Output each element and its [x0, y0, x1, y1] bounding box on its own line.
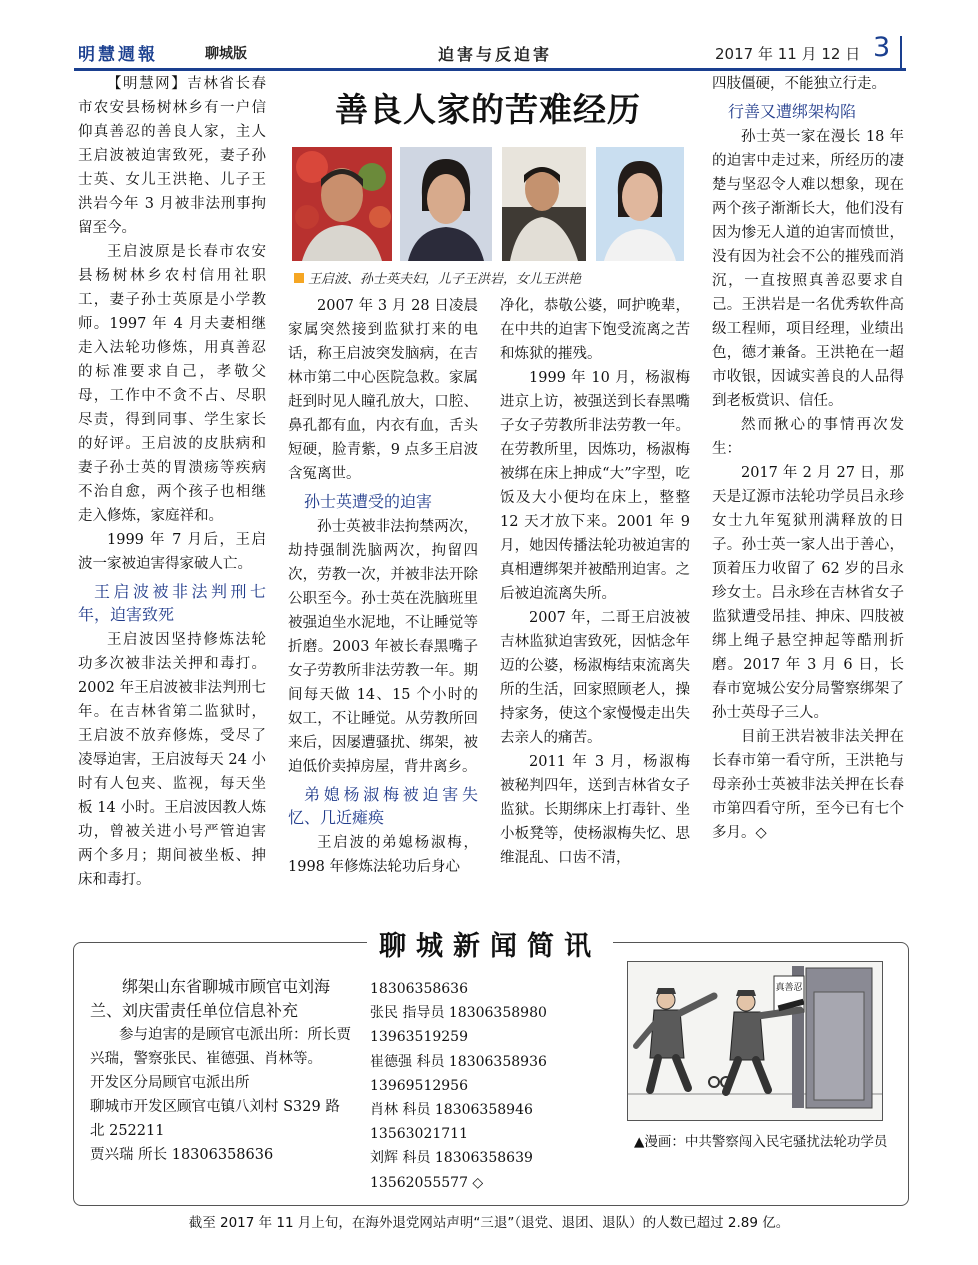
contact-line: 13562055577 ◇: [370, 1174, 484, 1191]
paragraph: 2007 年 3 月 28 日凌晨家属突然接到监狱打来的电话，称王启波突发脑病，在吉林市第二中心医院急救。家属赶到时见人瞳孔放大，口腔、鼻孔都有血，内衣有血，舌头短硬，脸青紫，9 点多王启波含冤离世。: [288, 298, 478, 482]
edition-label: 聊城版: [205, 46, 247, 62]
contact-line: 13969512956: [370, 1077, 468, 1094]
photo-wang-qibo: [292, 147, 392, 261]
paragraph: 然而揪心的事情再次发生：: [712, 417, 904, 457]
contact-line: 18306358636: [370, 981, 468, 997]
page-number: 3: [873, 32, 891, 63]
footer-note: 截至 2017 年 11 月上旬，在海外退党网站声明“三退”（退党、退团、退队）的人数已超过 2.89 亿。: [188, 1215, 790, 1231]
photo-wang-hongyan-son: [502, 147, 586, 261]
paragraph: 2007 年，二哥王启波被吉林监狱迫害致死，因惦念年迈的公婆，杨淑梅结束流离失所的生活，回家照顾老人，操持家务，使这个家慢慢走出失去亲人的痛苦。: [500, 610, 690, 746]
contact-line: 肖林 科员 18306358946: [370, 1102, 533, 1119]
caption-marker: [294, 273, 304, 283]
article-column-4: [712, 72, 904, 845]
article-column-3: [500, 294, 690, 870]
news-contact-list: [370, 977, 610, 1195]
news-line: 聊城市开发区顾官屯镇八刘村 S329 路北 252211: [90, 1099, 340, 1139]
article-column-1: [78, 72, 266, 892]
contact-line: 13563021711: [370, 1126, 468, 1143]
paragraph: 目前王洪岩被非法关押在长春市第一看守所，王洪艳与母亲孙士英被非法关押在长春市第四看守所，至今已有七个多月。◇: [712, 729, 904, 841]
subheading: 王启波被非法判刑七年，迫害致死: [78, 582, 266, 624]
photo-wang-hongyan-daughter: [596, 147, 684, 261]
news-brief-title-text: 聊城新闻简讯: [367, 931, 613, 962]
news-intro: 参与迫害的是顾官屯派出所：所长贾兴瑞，警察张民、崔德强、肖林等。: [90, 1027, 351, 1067]
news-brief-title: [73, 924, 907, 963]
photo-caption: [294, 268, 581, 287]
section-title: 迫害与反迫害: [438, 45, 553, 64]
news-headline: 绑架山东省聊城市顾官屯刘海兰、刘庆雷责任单位信息补充: [90, 977, 331, 1020]
news-line: 开发区分局顾官屯派出所: [90, 1075, 250, 1091]
news-left-column: [90, 975, 352, 1167]
paragraph: 王启波原是长春市农安县杨树林乡农村信用社职工，妻子孙士英原是小学教师。1997 年 4 月夫妻相继走入法轮功修炼，用真善忍的标准要求自己，孝敬父母，工作中不贪不占、尽职尽责，得到同事、学生家长的好评。王启波的皮肤病和妻子孙士英的胃溃疡等疾病不治自愈，两个孩子也相继走入修炼，家庭祥和。: [78, 244, 266, 524]
caption-text: 王启波、孙士英夫妇，儿子王洪岩，女儿王洪艳: [308, 272, 582, 287]
paragraph: 2017 年 2 月 27 日，那天是辽源市法轮功学员吕永珍女士九年冤狱刑满释放的日子。孙士英一家人出于善心，顶着压力收留了 62 岁的吕永珍女士。吕永珍在吉林省女子监狱遭受吊挂、抻床、四肢被绑上绳子悬空抻起等酷刑折磨。2017 年 3 月 6 日，长春市宽城公安分局警察绑架了孙士英母子三人。: [712, 465, 904, 721]
cartoon-illustration: [627, 961, 883, 1121]
paragraph: 王启波因坚持修炼法轮功多次被非法关押和毒打。2002 年王启波被非法判刑七年。在吉林省第二监狱时，王启波不放弃修炼，受尽了凌辱迫害，王启波每天 24 小时有人包夹、监视，每天坐板 14 小时。王启波因教人炼功，曾被关进小号严管迫害两个多月；期间被坐板、抻床和毒打。: [78, 632, 266, 888]
contact-line: 张民 指导员 18306358980: [370, 1005, 547, 1022]
paragraph: 【明慧网】吉林省长春市农安县杨树林乡有一户信仰真善忍的善良人家，主人王启波被迫害致死，妻子孙士英、女儿王洪艳、儿子王洪岩今年 3 月被非法刑事拘留至今。: [78, 76, 266, 236]
cartoon-caption: ▲漫画：中共警察闯入民宅骚扰法轮功学员: [634, 1134, 888, 1150]
news-line: 贾兴瑞 所长 18306358636: [90, 1147, 274, 1163]
contact-line: 崔德强 科员 18306358936: [370, 1053, 547, 1070]
subheading: 行善又遭绑架构陷: [728, 102, 857, 121]
issue-date: 2017 年 11 月 12 日: [715, 45, 861, 63]
paragraph: 2011 年 3 月，杨淑梅被秘判四年，送到吉林省女子监狱。长期绑床上打毒针、坐小板凳等，使杨淑梅失忆、思维混乱、口齿不清，: [500, 754, 690, 866]
paragraph: 孙士英一家在漫长 18 年的迫害中走过来，所经历的凄楚与坚忍令人难以想象，现在两个孩子渐渐长大，他们没有因为惨无人道的迫害而愤世，没有因为社会不公的摧残而消沉，一直按照真善忍要求自己。王洪岩是一名优秀软件高级工程师，项目经理，业绩出色，德才兼备。王洪艳在一超市收银，因诚实善良的人品得到老板赏识、信任。: [712, 129, 904, 409]
paragraph: 1999 年 7 月后，王启波一家被迫害得家破人亡。: [78, 532, 266, 572]
paragraph: 孙士英被非法拘禁两次，劫持强制洗脑两次，拘留四次，劳教一次，并被非法开除公职至今。孙士英在洗脑班里被强迫坐水泥地，不让睡觉等折磨。2003 年被长春黑嘴子女子劳教所非法劳教一年。期间每天做 14、15 个小时的奴工，不让睡觉。从劳教所回来后，因屡遭骚扰、绑架，被迫低价卖掉房屋，背井离乡。: [288, 519, 478, 775]
paragraph: 王启波的弟媳杨淑梅，1998 年修炼法轮功后身心: [288, 835, 478, 875]
article-column-2: [288, 294, 478, 879]
masthead: 明慧週報: [78, 45, 158, 65]
header-divider: [900, 36, 902, 68]
photo-sun-shiying: [400, 147, 492, 261]
paragraph: 四肢僵硬，不能独立行走。: [712, 76, 886, 92]
paragraph: 净化，恭敬公婆，呵护晚辈，在中共的迫害下饱受流离之苦和炼狱的摧残。: [500, 298, 690, 362]
header-rule: [74, 68, 906, 71]
contact-line: 13963519259: [370, 1029, 468, 1046]
paragraph: 1999 年 10 月，杨淑梅进京上访，被强送到长春黑嘴子女子劳教所非法劳教一年。在劳教所里，因炼功，杨淑梅被绑在床上抻成“大”字型，吃饭及大小便均在床上，整整 12 天才放下来。2001 年 9 月，她因传播法轮功被迫害的真相遭绑架并被酷刑迫害。之后被迫流离失所。: [500, 370, 690, 602]
contact-line: 刘辉 科员 18306358639: [370, 1150, 533, 1167]
subheading: 孙士英遭受的迫害: [304, 492, 433, 511]
subheading: 弟媳杨淑梅被迫害失忆、几近瘫痪: [288, 785, 478, 827]
cartoon-sign-text: 真善忍: [775, 983, 803, 993]
article-title: 善良人家的苦难经历: [335, 90, 641, 129]
